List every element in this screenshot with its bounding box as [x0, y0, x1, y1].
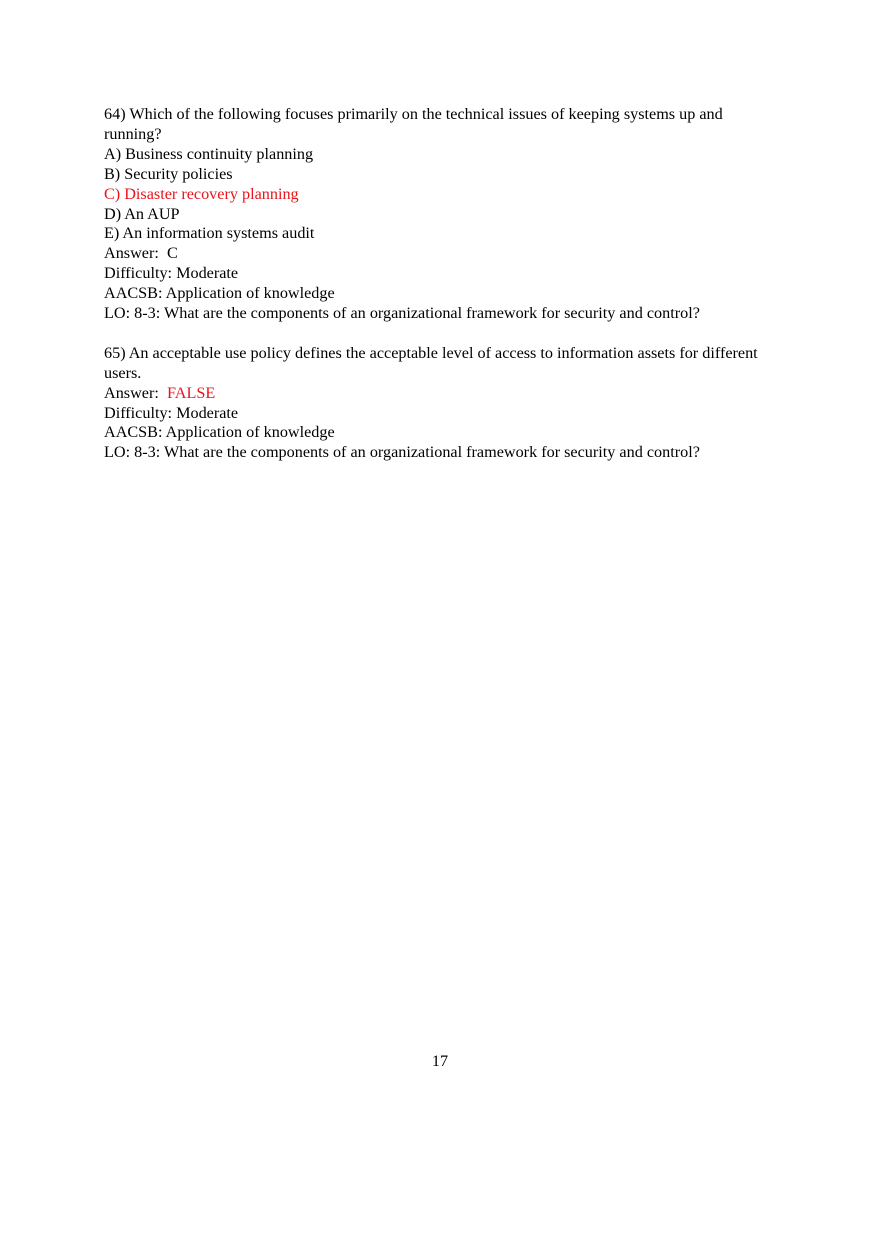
answer-line	[104, 384, 784, 404]
answer-label: Answer:	[104, 244, 159, 263]
option-a: A) Business continuity planning	[104, 144, 314, 163]
option-c-correct: C) Disaster recovery planning	[104, 184, 299, 203]
difficulty-line: Difficulty: Moderate	[104, 264, 239, 283]
answer-line	[104, 244, 784, 264]
lo-line: LO: 8-3: What are the components of an organizational framework for security and control?	[104, 304, 700, 323]
option-b: B) Security policies	[104, 164, 233, 183]
difficulty-line: Difficulty: Moderate	[104, 403, 239, 422]
page-number: 17	[431, 1052, 449, 1070]
aacsb-line: AACSB: Application of knowledge	[104, 423, 335, 442]
answer-value: FALSE	[166, 383, 216, 402]
question-65	[104, 344, 784, 463]
page-content	[104, 105, 784, 483]
option-d: D) An AUP	[104, 204, 180, 223]
lo-line: LO: 8-3: What are the components of an organizational framework for security and control?	[104, 443, 700, 462]
question-stem: 64) Which of the following focuses primarily on the technical issues of keeping systems up and running?	[104, 105, 723, 143]
option-e: E) An information systems audit	[104, 224, 315, 243]
aacsb-line: AACSB: Application of knowledge	[104, 284, 335, 303]
answer-label: Answer:	[104, 383, 159, 402]
question-64	[104, 105, 784, 324]
question-stem: 65) An acceptable use policy defines the acceptable level of access to information assets for different users.	[104, 343, 758, 382]
answer-value: C	[166, 244, 178, 263]
